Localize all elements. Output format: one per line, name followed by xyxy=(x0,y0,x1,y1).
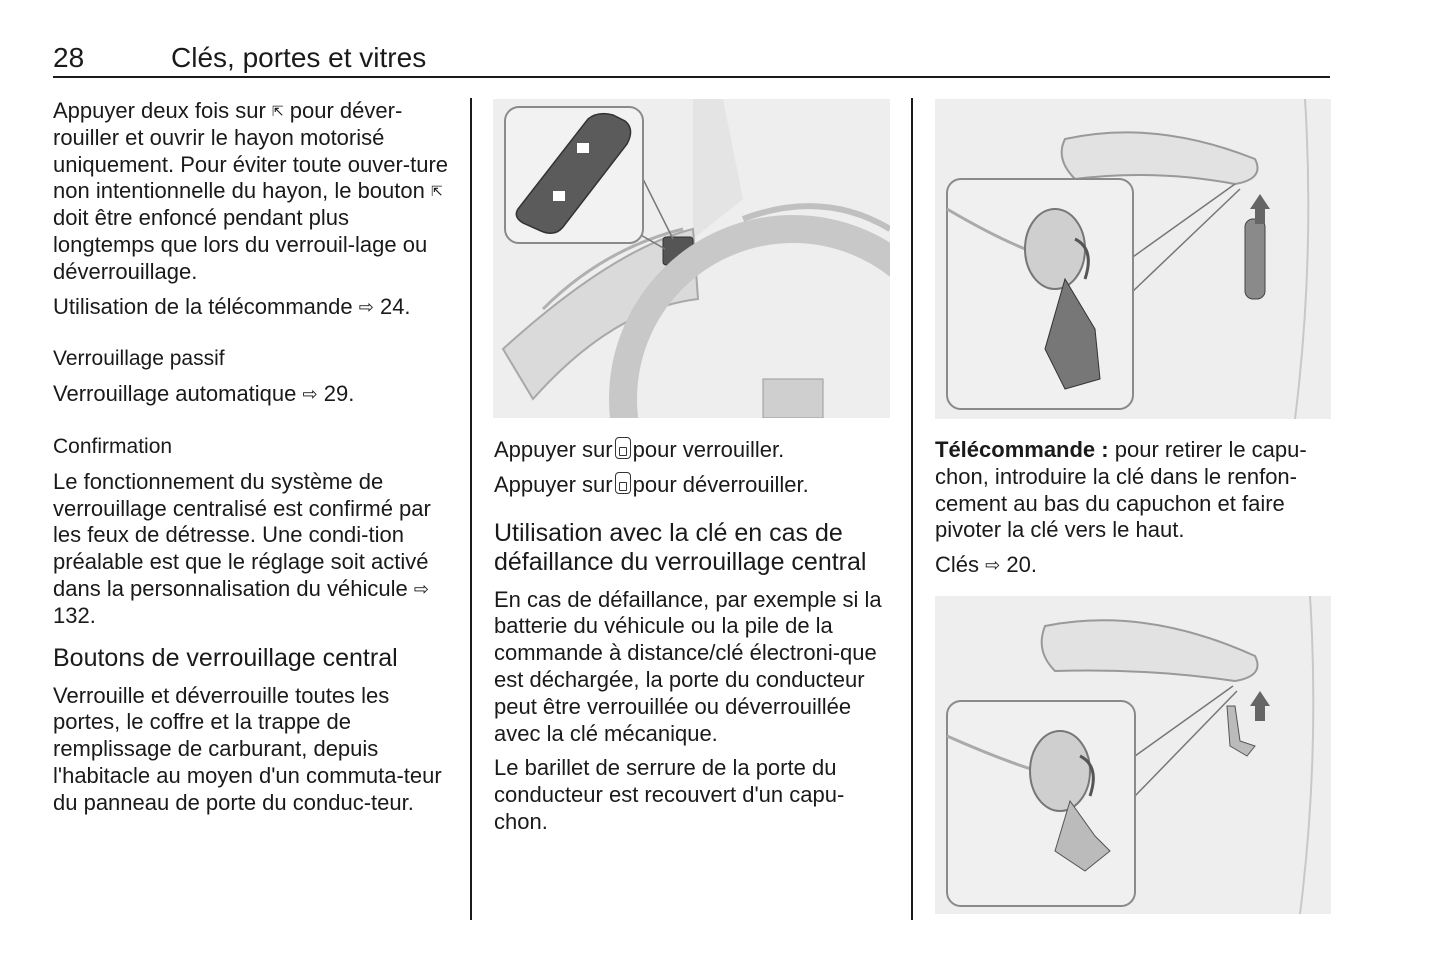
lock-cylinder-text: Le barillet de serrure de la porte du conducteur est recouvert d'un capu-chon. xyxy=(494,755,845,834)
tailgate-icon: ⇱ xyxy=(431,183,443,200)
tailgate-icon: ⇱ xyxy=(271,103,284,119)
reference-arrow-icon: ⇨ xyxy=(358,296,374,317)
key-failure-heading: Utilisation avec la clé en cas de défaillance du verrouillage central xyxy=(494,518,867,576)
unlock-icon xyxy=(615,472,631,494)
reference-arrow-icon: ⇨ xyxy=(302,384,318,405)
door-switch-illustration xyxy=(493,99,890,418)
cap-removed-illustration xyxy=(935,596,1331,914)
central-lock-buttons-text: Verrouille et déverrouille toutes les portes, le coffre et la trappe de remplissage de carburant, depuis l'habitacle au moyen d'un commuta-teur du panneau de porte du conduc-teur. xyxy=(53,682,442,815)
remote-reference: Utilisation de la télécommande ⇨ 24. xyxy=(53,293,411,319)
central-lock-buttons-heading: Boutons de verrouillage central xyxy=(53,643,398,672)
lock-instruction: Appuyer sur pour verrouiller. xyxy=(494,437,785,462)
keys-reference: Clés ⇨ 20. xyxy=(935,552,1037,578)
column-divider xyxy=(911,98,913,920)
key-failure-text: En cas de défaillance, par exemple si la batterie du véhicule ou la pile de la commande à distance/clé électroni-que est déchargée, la porte du conducteur peut être verrouillée ou déverrouillée avec la clé mécanique. xyxy=(494,586,882,746)
column-left xyxy=(53,98,453,825)
column-right xyxy=(935,437,1335,587)
passive-lock-text: Verrouillage automatique ⇨ 29. xyxy=(53,381,355,407)
passive-lock-title: Verrouillage passif xyxy=(53,347,225,371)
tailgate-paragraph: Appuyer deux fois sur ⇱ pour déver-rouiller et ouvrir le hayon motorisé uniquement. Pour éviter toute ouver-ture non intentionnelle du hayon, le bouton ⇱ doit être enfoncé pendant plus longtemps que lors du verrouil-lage ou déverrouillage. xyxy=(53,98,449,284)
unlock-instruction: Appuyer sur pour déverrouiller. xyxy=(494,471,809,497)
lock-icon xyxy=(615,437,631,459)
chapter-title: Clés, portes et vitres xyxy=(171,42,427,73)
remote-cap-text: Télécommande : pour retirer le capu-chon, introduire la clé dans le renfon-cement au bas du capuchon et faire pivoter la clé vers le haut. xyxy=(935,437,1307,543)
reference-arrow-icon: ⇨ xyxy=(985,555,1001,576)
page-header xyxy=(53,40,1330,78)
page-number: 28 xyxy=(53,42,85,73)
column-divider xyxy=(470,98,472,920)
confirmation-title: Confirmation xyxy=(53,434,173,458)
reference-arrow-icon: ⇨ xyxy=(413,578,429,599)
confirmation-text: Le fonctionnement du système de verrouillage centralisé est confirmé par les feux de détresse. Une condi-tion préalable est que le réglage soit activé dans la personnalisation du véhicule ⇨ 132. xyxy=(53,468,431,628)
column-middle xyxy=(494,437,894,844)
cap-removal-illustration xyxy=(935,99,1331,419)
